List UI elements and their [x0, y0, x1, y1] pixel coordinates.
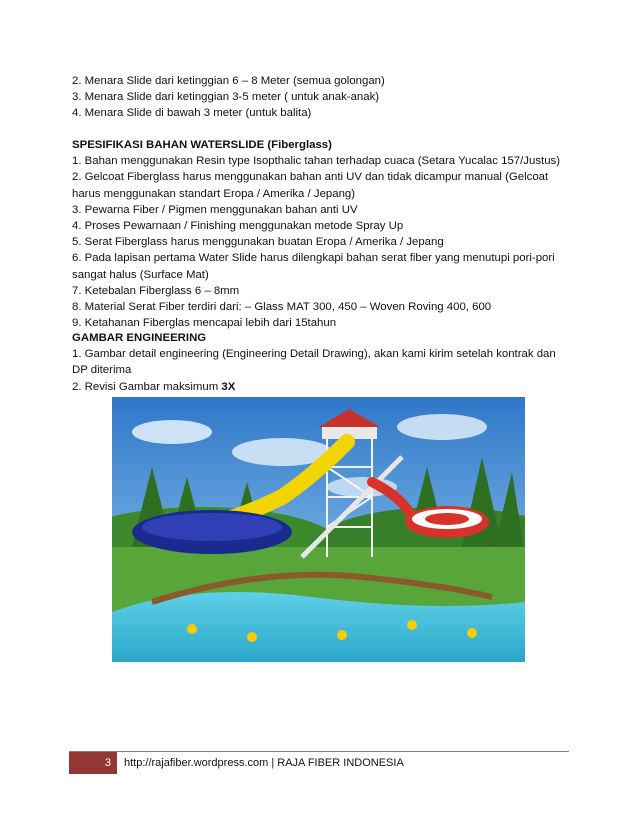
list-item: [72, 379, 572, 395]
list-item: 1. Gambar detail engineering (Engineering Detail Drawing), akan kami kirim setelah kontrak dan: [72, 348, 556, 361]
list-item: 3. Menara Slide dari ketinggian 3-5 meter ( untuk anak-anak): [72, 91, 380, 104]
list-item: harus menggunakan standart Eropa / Amerika / Jepang): [72, 187, 356, 200]
list-item: 7. Ketebalan Fiberglass 6 – 8mm: [72, 284, 240, 297]
list-item: 2. Gelcoat Fiberglass harus menggunakan bahan anti UV dan tidak dicampur manual (Gelcoat: [72, 171, 549, 184]
list-item: sangat halus (Surface Mat): [72, 268, 209, 281]
list-item: 4. Menara Slide di bawah 3 meter (untuk balita): [72, 107, 312, 120]
list-item: 8. Material Serat Fiber terdiri dari: – Glass MAT 300, 450 – Woven Roving 400, 600: [72, 301, 492, 314]
list-item: DP diterima: [72, 364, 132, 377]
revision-value: 3X: [221, 380, 236, 393]
material-spec-section: [72, 137, 572, 331]
list-item: 1. Bahan menggunakan Resin type Isopthalic tahan terhadap cuaca (Setara Yucalac 157/Justus): [72, 155, 561, 168]
list-item: 2. Menara Slide dari ketinggian 6 – 8 Meter (semua golongan): [72, 75, 385, 87]
revision-label: 2. Revisi Gambar maksimum: [72, 380, 222, 393]
tower-height-list: [72, 73, 572, 122]
list-item: 3. Pewarna Fiber / Pigmen menggunakan bahan anti UV: [72, 203, 358, 216]
section-heading: GAMBAR ENGINEERING: [72, 332, 207, 344]
waterslide-illustration: [112, 397, 525, 662]
list-item: 9. Ketahanan Fiberglas mencapai lebih dari 15tahun: [72, 317, 337, 330]
list-item: 5. Serat Fiberglass harus menggunakan buatan Eropa / Amerika / Jepang: [72, 236, 444, 249]
footer-text: http://rajafiber.wordpress.com | RAJA FIBER INDONESIA: [124, 757, 404, 769]
list-item: 4. Proses Pewarnaan / Finishing menggunakan metode Spray Up: [72, 220, 404, 233]
page-number: 3: [69, 752, 117, 774]
section-heading: SPESIFIKASI BAHAN WATERSLIDE (Fiberglass): [72, 139, 332, 151]
list-item: 6. Pada lapisan pertama Water Slide harus dilengkapi bahan serat fiber yang menutupi pori-pori: [72, 252, 555, 265]
waterslide-render-image: [112, 397, 525, 662]
engineering-section: [72, 330, 572, 395]
